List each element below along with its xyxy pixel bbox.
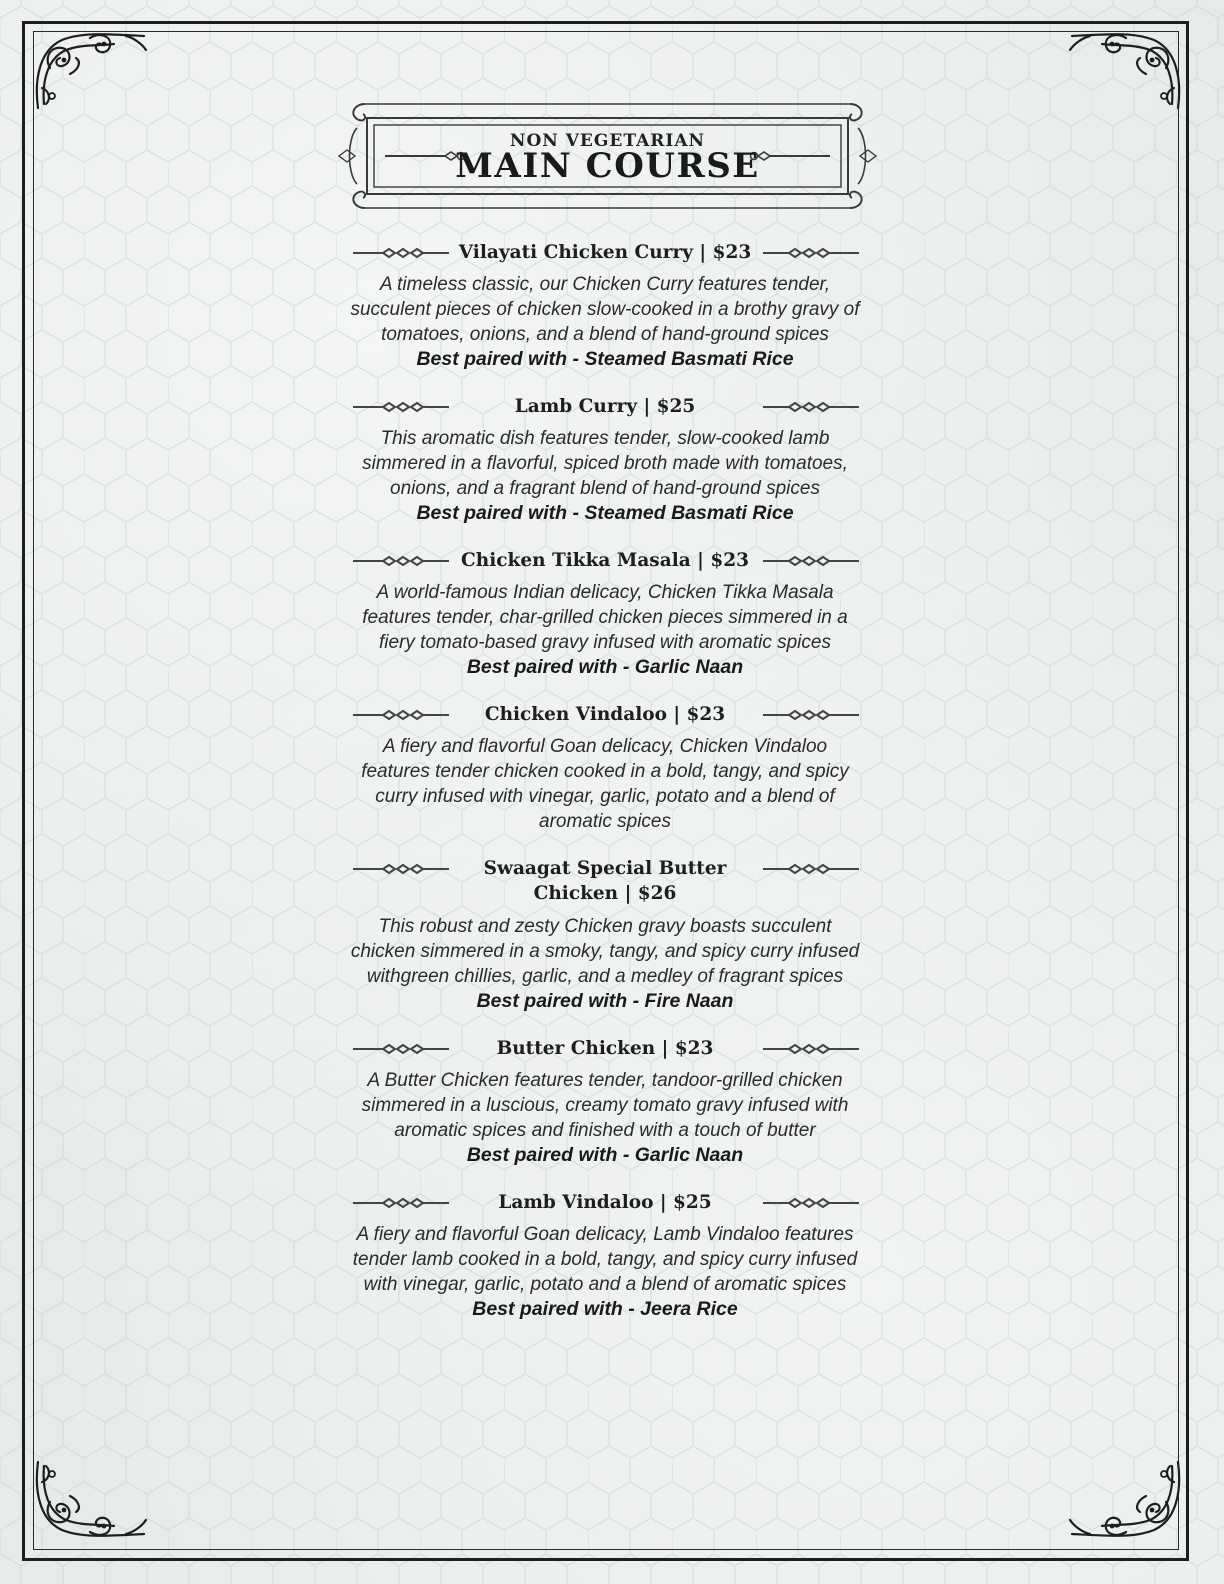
dish-description: A world-famous Indian delicacy, Chicken Tikka Masala features tender, char-grilled chicken pieces simmered in a fiery tomato-based gravy infused with aromatic spices (362, 582, 848, 653)
divider-ornament-icon (353, 552, 449, 570)
divider-ornament-icon (763, 706, 859, 724)
menu-item (345, 1190, 865, 1322)
menu-item-header (345, 702, 865, 728)
divider-ornament-icon (763, 552, 859, 570)
menu-items-list (345, 240, 865, 1344)
divider-ornament-icon (353, 706, 449, 724)
menu-title: MAIN COURSE (455, 146, 760, 186)
dish-pairing: Best paired with - Steamed Basmati Rice (416, 502, 794, 524)
divider-ornament-icon (353, 1040, 449, 1058)
dish-description: A timeless classic, our Chicken Curry features tender, succulent pieces of chicken slow-cooked in a brothy gravy of tomatoes, onions, and a blend of hand-ground spices (350, 274, 860, 345)
menu-subtitle: NON VEGETARIAN (509, 131, 706, 151)
menu-item-header (345, 1036, 865, 1062)
divider-ornament-icon (353, 244, 449, 262)
menu-item (345, 394, 865, 526)
menu-item-header (345, 240, 865, 266)
corner-flourish-icon (30, 28, 150, 114)
divider-ornament-icon (763, 1040, 859, 1058)
menu-item (345, 856, 865, 1014)
corner-flourish-icon (30, 1456, 150, 1542)
divider-ornament-icon (763, 1194, 859, 1212)
dish-description: A fiery and flavorful Goan delicacy, Lamb Vindaloo features tender lamb cooked in a bold, tangy, and spicy curry infused with vinegar, garlic, potato and a blend of aromatic spices (352, 1224, 858, 1295)
menu-item-header (345, 856, 865, 908)
dish-pairing: Best paired with - Jeera Rice (472, 1298, 738, 1320)
divider-ornament-icon (353, 398, 449, 416)
dish-name: Butter Chicken | $23 (496, 1038, 714, 1059)
corner-flourish-icon (1066, 28, 1186, 114)
divider-ornament-icon (353, 860, 449, 878)
menu-item-header (345, 548, 865, 574)
dish-description: A fiery and flavorful Goan delicacy, Chicken Vindaloo features tender chicken cooked in a bold, tangy, and spicy curry infused with vinegar, garlic, potato and a blend of aromatic spices (361, 736, 849, 832)
corner-flourish-icon (1066, 1456, 1186, 1542)
divider-ornament-icon (763, 860, 859, 878)
dish-name: Chicken Vindaloo | $23 (484, 704, 726, 725)
divider-ornament-icon (353, 1194, 449, 1212)
dish-name: Vilayati Chicken Curry | $23 (458, 242, 752, 263)
dish-pairing: Best paired with - Steamed Basmati Rice (416, 348, 794, 370)
dish-pairing: Best paired with - Garlic Naan (466, 656, 744, 678)
dish-pairing: Best paired with - Garlic Naan (466, 1144, 744, 1166)
menu-item-header (345, 1190, 865, 1216)
divider-ornament-icon (763, 244, 859, 262)
menu-item-header (345, 394, 865, 420)
divider-ornament-icon (763, 398, 859, 416)
dish-pairing: Best paired with - Fire Naan (476, 990, 734, 1012)
dish-name: Swaagat Special Butter Chicken | $26 (483, 858, 727, 904)
menu-item (345, 240, 865, 372)
menu-item (345, 702, 865, 834)
dish-name: Chicken Tikka Masala | $23 (461, 550, 749, 571)
dish-description: This robust and zesty Chicken gravy boasts succulent chicken simmered in a smoky, tangy, and spicy curry infused withgreen chillies, garlic, and a medley of fragrant spices (350, 916, 860, 987)
menu-item (345, 548, 865, 680)
dish-name: Lamb Curry | $25 (514, 396, 696, 417)
dish-description: A Butter Chicken features tender, tandoor-grilled chicken simmered in a luscious, creamy tomato gravy infused with aromatic spices and finished with a touch of butter (361, 1070, 849, 1141)
menu-item (345, 1036, 865, 1168)
dish-description: This aromatic dish features tender, slow-cooked lamb simmered in a flavorful, spiced broth made with tomatoes, onions, and a fragrant blend of hand-ground spices (362, 428, 848, 499)
dish-name: Lamb Vindaloo | $25 (498, 1192, 712, 1213)
